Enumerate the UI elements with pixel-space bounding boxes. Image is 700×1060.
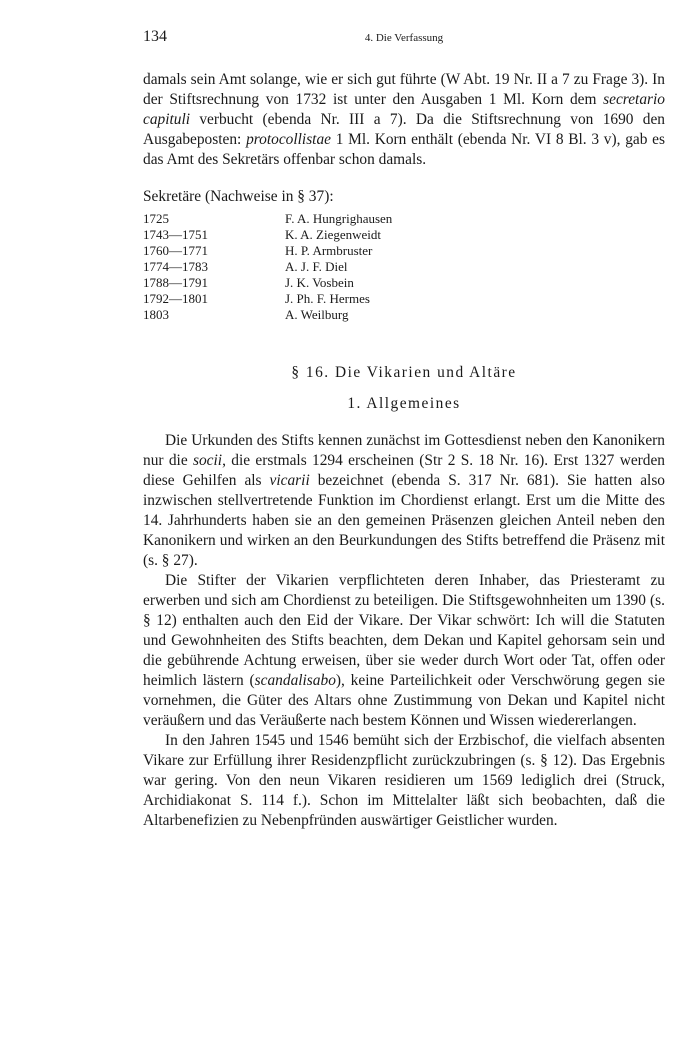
secretary-years: 1788—1791 <box>143 275 208 290</box>
secretary-years: 1725 <box>143 211 169 226</box>
text-run: , die erstmals 1294 erscheinen (Str 2 S. 18 Nr. 16). Erst 1327 werden diese Gehilfen als <box>143 452 666 489</box>
latin-term: secretario capituli <box>143 91 665 128</box>
book-page <box>143 28 665 831</box>
text-run: bezeichnet (ebenda S. 317 Nr. 681). Sie hatten also inzwischen stellvertretende Funktion im Chordienst erlangt. Erst um die Mitte des 14. Jahrhunderts haben sie an den gemeinen Präsenzen gleichen Anteil neben den Kanonikern und wirken an den Beurkundungen des Stifts betreffend die Präsenz mit (s. § 27). <box>143 472 666 569</box>
text-run: Die Stifter der Vikarien verpflichteten deren Inhaber, das Priesteramt zu erwerben und sich am Chordienst zu beteiligen. Die Stiftsgewohnheiten um 1390 (s. § 12) enthalten auch den Eid der Vikare. Der Vikar schwört: Ich will die Statuten und Gewohnheiten des Stifts beachten, dem Dekan und Kapitel gehorsam sein und die gebührende Achtung erweisen, über sie weder durch Wort oder Tat, offen oder heimlich lästern ( <box>143 572 665 689</box>
intro-paragraph <box>143 70 665 170</box>
secretaries-heading: Sekretäre (Nachweise in § 37): <box>143 188 334 205</box>
text-run: verbucht (ebenda Nr. III a 7). Da die Stiftsrechnung von 1690 den Ausgabeposten: <box>143 111 665 148</box>
secretary-name: A. J. F. Diel <box>285 259 348 274</box>
secretary-years: 1760—1771 <box>143 243 208 258</box>
text-run: 1 Ml. Korn enthält (ebenda Nr. VI 8 Bl. 3 v), gab es das Amt des Sekretärs offenbar schon damals. <box>143 131 665 168</box>
secretaries-list <box>143 211 665 323</box>
list-item <box>143 307 665 323</box>
running-head <box>143 28 665 52</box>
secretary-name: J. K. Vosbein <box>285 275 354 290</box>
latin-term: scandalisabo <box>254 672 336 689</box>
secretary-name: F. A. Hungrighausen <box>285 211 393 226</box>
body-paragraph-3: In den Jahren 1545 und 1546 bemüht sich der Erzbischof, die vielfach absenten Vikare zur Erfüllung ihrer Residenzpflicht zurückzubringen (s. § 12). Das Ergebnis war gering. Von den neun Vikaren residieren um 1569 lediglich drei (Struck, Archidiakonat S. 114 f.). Schon im Mittelalter läßt sich beobachten, daß die Altarbenefizien zu Nebenpfründen auswärtiger Geistlicher wurden. <box>143 732 665 829</box>
secretary-years: 1803 <box>143 307 169 322</box>
latin-term: protocollistae <box>246 131 331 148</box>
secretary-years: 1774—1783 <box>143 259 208 274</box>
list-item <box>143 243 665 259</box>
secretary-years: 1743—1751 <box>143 227 208 242</box>
page-number: 134 <box>143 28 167 45</box>
latin-term: socii <box>193 452 223 469</box>
list-item <box>143 227 665 243</box>
list-item <box>143 211 665 227</box>
text-run: Die Urkunden des Stifts kennen zunächst im Gottesdienst neben den Kanonikern nur die <box>143 432 665 469</box>
running-title: 4. Die Verfassung <box>364 32 444 44</box>
list-item <box>143 259 665 275</box>
secretary-name: H. P. Armbruster <box>285 243 373 258</box>
subsection-heading: 1. Allgemeines <box>347 395 461 412</box>
body-paragraph-2 <box>143 571 665 731</box>
list-item <box>143 291 665 307</box>
secretary-name: K. A. Ziegenweidt <box>285 227 382 242</box>
body-paragraph-1 <box>143 431 665 571</box>
list-item <box>143 275 665 291</box>
latin-term: vicarii <box>269 472 310 489</box>
section-heading: § 16. Die Vikarien und Altäre <box>291 364 517 381</box>
secretary-name: J. Ph. F. Hermes <box>285 291 370 306</box>
text-run: ), keine Parteilichkeit oder Verschwörung gegen sie vornehmen, die Güter des Altars ohne Zustimmung von Dekan und Kapitel nicht veräußern und das Veräußerte nach bestem Können und Wissen wiedererlangen. <box>143 672 665 729</box>
secretary-years: 1792—1801 <box>143 291 208 306</box>
secretary-name: A. Weilburg <box>285 307 349 322</box>
text-run: damals sein Amt solange, wie er sich gut führte (W Abt. 19 Nr. II a 7 zu Frage 3). In der Stiftsrechnung von 1732 ist unter den Ausgaben 1 Ml. Korn dem <box>143 71 665 108</box>
body-text <box>143 431 665 831</box>
